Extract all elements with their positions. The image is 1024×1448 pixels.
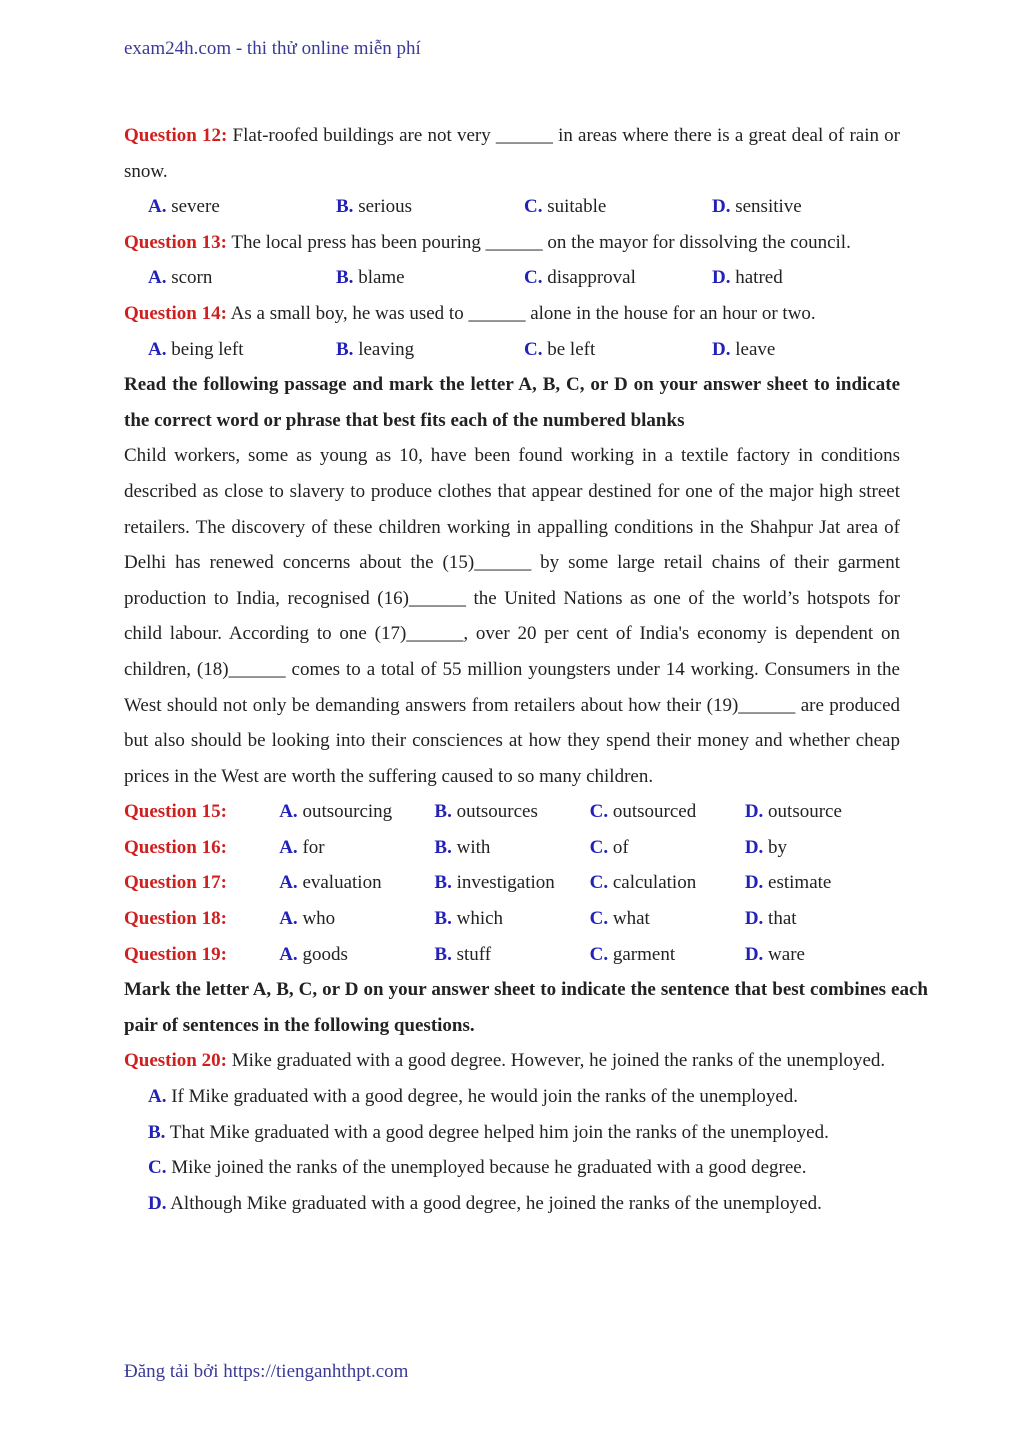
option-letter: B. bbox=[434, 836, 452, 858]
option-letter: A. bbox=[148, 1086, 167, 1108]
option-text: disapproval bbox=[547, 267, 636, 289]
option-text: that bbox=[768, 908, 797, 930]
option-text: outsources bbox=[456, 801, 538, 823]
option-letter: C. bbox=[524, 196, 543, 218]
option-letter: C. bbox=[589, 872, 609, 894]
option-letter: D. bbox=[712, 267, 731, 289]
option-letter: B. bbox=[434, 908, 452, 930]
option-b[interactable] bbox=[434, 901, 589, 937]
question-text: The local press has been pouring ______ on the mayor for dissolving the council. bbox=[231, 231, 851, 253]
option-text: severe bbox=[171, 196, 220, 218]
question-label: Question 20: bbox=[124, 1050, 227, 1072]
option-b[interactable] bbox=[336, 189, 524, 225]
option-letter: B. bbox=[434, 801, 452, 823]
option-letter: A. bbox=[148, 196, 167, 218]
option-text: calculation bbox=[612, 872, 697, 894]
option-letter: B. bbox=[336, 267, 354, 289]
page-footer: Đăng tải bởi https://tienganhthpt.com bbox=[124, 1361, 409, 1382]
question-19 bbox=[124, 937, 900, 973]
option-text: leaving bbox=[358, 338, 415, 360]
question-17 bbox=[124, 865, 900, 901]
option-letter: D. bbox=[148, 1192, 167, 1214]
option-text: sensitive bbox=[735, 196, 802, 218]
option-text: serious bbox=[358, 196, 413, 218]
option-letter: A. bbox=[279, 943, 298, 965]
option-letter: D. bbox=[712, 338, 731, 360]
question-label: Question 18: bbox=[124, 908, 227, 930]
option-letter: C. bbox=[589, 943, 609, 965]
option-text: If Mike graduated with a good degree, he would join the ranks of the unemployed. bbox=[171, 1086, 799, 1108]
option-b[interactable] bbox=[434, 794, 589, 830]
option-letter: B. bbox=[336, 338, 354, 360]
option-letter: C. bbox=[589, 908, 609, 930]
option-text: outsourced bbox=[612, 801, 697, 823]
option-b[interactable] bbox=[336, 260, 524, 296]
option-a[interactable] bbox=[279, 901, 434, 937]
question-15 bbox=[124, 794, 900, 830]
option-d[interactable] bbox=[745, 937, 900, 973]
option-letter: A. bbox=[279, 801, 298, 823]
option-a[interactable] bbox=[279, 794, 434, 830]
option-letter: A. bbox=[279, 908, 298, 930]
option-text: estimate bbox=[768, 872, 832, 894]
option-letter: C. bbox=[589, 836, 609, 858]
option-d[interactable] bbox=[712, 260, 900, 296]
option-text: evaluation bbox=[302, 872, 382, 894]
question-label: Question 12: bbox=[124, 125, 228, 146]
option-b[interactable] bbox=[434, 937, 589, 973]
option-d[interactable] bbox=[124, 1186, 900, 1222]
option-letter: A. bbox=[279, 836, 298, 858]
option-letter: C. bbox=[148, 1157, 167, 1179]
option-text: outsource bbox=[768, 801, 842, 823]
question-text: Mike graduated with a good degree. However, he joined the ranks of the unemployed. bbox=[231, 1050, 886, 1072]
document-body bbox=[124, 118, 928, 1221]
option-c[interactable] bbox=[524, 189, 712, 225]
option-text: scorn bbox=[171, 267, 213, 289]
option-text: be left bbox=[547, 338, 596, 360]
option-a[interactable] bbox=[279, 937, 434, 973]
option-d[interactable] bbox=[745, 830, 900, 866]
question-13-options bbox=[124, 260, 900, 296]
option-a[interactable] bbox=[148, 332, 336, 368]
question-label: Question 19: bbox=[124, 943, 227, 965]
option-b[interactable] bbox=[124, 1115, 900, 1151]
option-letter: D. bbox=[744, 872, 764, 894]
section-instruction: Read the following passage and mark the letter A, B, C, or D on your answer sheet to indicate the correct word or phrase that best fits each of the numbered blanks bbox=[124, 374, 900, 431]
question-14 bbox=[124, 296, 900, 332]
question-label: Question 13: bbox=[124, 231, 227, 253]
option-letter: C. bbox=[589, 801, 609, 823]
option-letter: B. bbox=[434, 943, 452, 965]
question-16 bbox=[124, 830, 900, 866]
option-text: blame bbox=[358, 267, 405, 289]
option-text: ware bbox=[768, 943, 805, 965]
option-b[interactable] bbox=[434, 830, 589, 866]
reading-passage: Child workers, some as young as 10, have been found working in a textile factory in conditions described as close to slavery to produce clothes that appear destined for one of the major high street retailers. The discovery of these children working in appalling conditions in the Shahpur Jat area of Delhi has renewed concerns about the (15)______ by some large retail chains of their garment production to India, recognised (16)______ the United Nations as one of the world’s hotspots for child labour. According to one (17)______, over 20 per cent of India's economy is dependent on children, (18)______ comes to a total of 55 million youngsters under 14 working. Consumers in the West should not only be demanding answers from retailers about how their (19)______ are produced but also should be looking into their consciences at how they spend their money and whether cheap prices in the West are worth the suffering caused to so many children. bbox=[124, 445, 900, 787]
option-b[interactable] bbox=[336, 332, 524, 368]
option-a[interactable] bbox=[148, 260, 336, 296]
option-c[interactable] bbox=[524, 332, 712, 368]
option-letter: B. bbox=[336, 196, 354, 218]
option-d[interactable] bbox=[745, 865, 900, 901]
option-text: goods bbox=[302, 943, 348, 965]
option-a[interactable] bbox=[279, 830, 434, 866]
question-label: Question 14: bbox=[124, 302, 227, 324]
option-text: hatred bbox=[735, 267, 783, 289]
option-text: stuff bbox=[456, 943, 492, 965]
option-text: suitable bbox=[547, 196, 607, 218]
option-letter: C. bbox=[524, 338, 543, 360]
question-18 bbox=[124, 901, 900, 937]
option-letter: C. bbox=[524, 267, 543, 289]
option-d[interactable] bbox=[712, 189, 900, 225]
option-text: investigation bbox=[456, 872, 555, 894]
option-text: of bbox=[612, 836, 629, 858]
option-text: by bbox=[768, 836, 788, 858]
option-letter: A. bbox=[148, 267, 167, 289]
question-12-options bbox=[124, 189, 900, 225]
option-letter: A. bbox=[279, 872, 298, 894]
question-label: Question 15: bbox=[124, 801, 227, 823]
option-text: which bbox=[456, 908, 504, 930]
page-header: exam24h.com - thi thử online miễn phí bbox=[124, 38, 421, 59]
option-text: outsourcing bbox=[302, 801, 393, 823]
option-letter: D. bbox=[744, 943, 764, 965]
option-a[interactable] bbox=[148, 189, 336, 225]
option-letter: A. bbox=[148, 338, 167, 360]
option-a[interactable] bbox=[124, 1079, 900, 1115]
question-13 bbox=[124, 225, 900, 261]
option-c[interactable] bbox=[590, 794, 745, 830]
option-text: being left bbox=[171, 338, 244, 360]
option-letter: D. bbox=[744, 836, 764, 858]
question-text: Flat-roofed buildings are not very ______ in areas where there is a great deal of rain or snow. bbox=[124, 125, 900, 182]
option-letter: D. bbox=[744, 908, 764, 930]
option-text: leave bbox=[735, 338, 776, 360]
option-text: garment bbox=[612, 943, 676, 965]
option-c[interactable] bbox=[590, 901, 745, 937]
option-letter: D. bbox=[744, 801, 764, 823]
question-text: As a small boy, he was used to ______ alone in the house for an hour or two. bbox=[230, 302, 816, 324]
option-letter: D. bbox=[712, 196, 731, 218]
question-14-options bbox=[124, 332, 900, 368]
option-text: who bbox=[302, 908, 336, 930]
option-b[interactable] bbox=[434, 865, 589, 901]
option-letter: B. bbox=[434, 872, 452, 894]
cloze-questions bbox=[124, 794, 900, 972]
option-c[interactable] bbox=[590, 865, 745, 901]
option-d[interactable] bbox=[712, 332, 900, 368]
option-c[interactable] bbox=[590, 830, 745, 866]
question-label: Question 17: bbox=[124, 872, 227, 894]
option-letter: B. bbox=[148, 1121, 166, 1143]
option-text: That Mike graduated with a good degree helped him join the ranks of the unemployed. bbox=[169, 1121, 829, 1143]
question-20 bbox=[124, 1043, 900, 1079]
option-text: with bbox=[456, 836, 491, 858]
option-c[interactable] bbox=[124, 1150, 900, 1186]
option-a[interactable] bbox=[279, 865, 434, 901]
question-label: Question 16: bbox=[124, 836, 227, 858]
option-text: Mike joined the ranks of the unemployed because he graduated with a good degree. bbox=[171, 1157, 807, 1179]
option-d[interactable] bbox=[745, 794, 900, 830]
section-instruction: Mark the letter A, B, C, or D on your answer sheet to indicate the sentence that best combines each pair of sentences in the following questions. bbox=[124, 979, 928, 1036]
option-text: for bbox=[302, 836, 325, 858]
option-c[interactable] bbox=[590, 937, 745, 973]
option-text: what bbox=[612, 908, 650, 930]
option-text: Although Mike graduated with a good degree, he joined the ranks of the unemployed. bbox=[170, 1192, 822, 1214]
question-12 bbox=[124, 118, 900, 189]
option-c[interactable] bbox=[524, 260, 712, 296]
option-d[interactable] bbox=[745, 901, 900, 937]
